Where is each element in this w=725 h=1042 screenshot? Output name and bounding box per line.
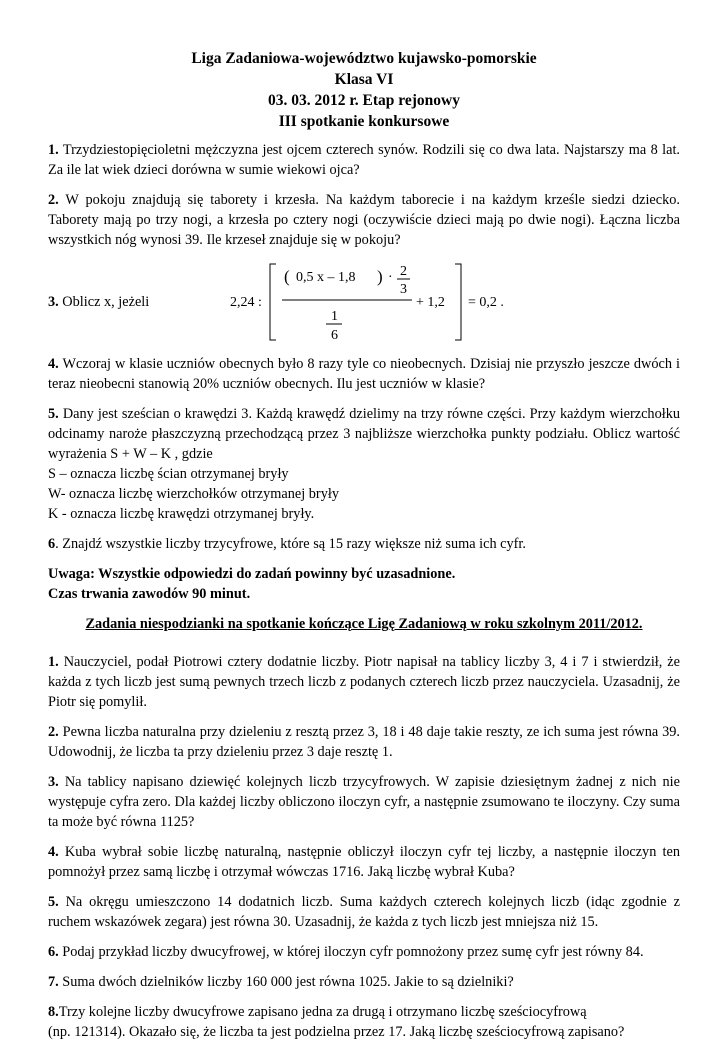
task-text: Pewna liczba naturalna przy dzieleniu z resztą przez 3, 18 i 48 daje takie reszty, ze ich suma jest równa 39. Udowodnij, że liczba ta przy dzieleniu przez 3 daje resztę 1. <box>48 724 680 760</box>
task-number: 3. <box>48 774 59 790</box>
task-text: Trzydziestopięcioletni mężczyzna jest ojcem czterech synów. Rodzili się co dwa lata. Najstarszy ma 8 lat. Za ile lat wiek dzieci dorówna w sumie wiekowi ojca? <box>48 142 680 178</box>
task-number: 1. <box>48 142 59 158</box>
open-paren: ( <box>284 267 290 286</box>
task-text: Podaj przykład liczby dwucyfrowej, w której iloczyn cyfr pomnożony przez sumę cyfr jest równy 84. <box>58 944 644 960</box>
task-3-lead <box>48 292 149 312</box>
task-text: Nauczyciel, podał Piotrowi cztery dodatnie liczby. Piotr napisał na tablicy liczby 3, 4 i 7 i stwierdził, że każda z tych liczb jest sumą pewnych trzech liczb z podanych czterech liczb przez nauczyciela. Uzasadnij, że Piotr się pomylił. <box>48 654 680 710</box>
task-text: W pokoju znajdują się taborety i krzesła. Na każdym taborecie i na każdym krześle siedzi dziecko. Taborety mają po trzy nogi, a krzesła po cztery nogi (oczywiście dzieci mają po dwie nogi). Łączna liczba wszystkich nóg wynosi 39. Ile krzeseł znajduje się w pokoju? <box>48 192 680 248</box>
task-5 <box>48 404 680 464</box>
close-paren: ) <box>377 267 383 286</box>
den-frac-top: 1 <box>331 309 338 324</box>
task-number: 6 <box>48 536 56 552</box>
task-5-s-line: S – oznacza liczbę ścian otrzymanej bryły <box>48 466 289 482</box>
bonus-task-6 <box>48 942 680 962</box>
task-2 <box>48 190 680 250</box>
section-title: Zadania niespodzianki na spotkanie kończące Ligę Zadaniową w roku szkolnym 2011/2012. <box>85 616 643 632</box>
warning-line-2: Czas trwania zawodów 90 minut. <box>48 586 251 602</box>
task-number: 5. <box>48 406 59 422</box>
task-3 <box>48 266 680 350</box>
task-text: Na tablicy napisano dziewięć kolejnych liczb trzycyfrowych. W zapisie dziesiętnym żadnej z nich nie występuje cyfra zero. Dla każdej liczby obliczono iloczyn cyfr, a następnie zsumowano te iloczyny. Czy suma ta może być równa 1125? <box>48 774 680 830</box>
left-bracket <box>270 264 276 340</box>
formula-rhs: = 0,2 . <box>468 295 504 310</box>
task-text: . Znajdź wszystkie liczby trzycyfrowe, które są 15 razy większe niż suma ich cyfr. <box>55 536 526 552</box>
task-text: Trzy kolejne liczby dwucyfrowe zapisano jedna za drugą i otrzymano liczbę sześciocyfrową <box>58 1004 587 1020</box>
meeting-label: III spotkanie konkursowe <box>278 113 450 130</box>
task-number: 7. <box>48 974 59 990</box>
task-number: 2. <box>48 192 59 208</box>
formula-svg <box>230 260 504 344</box>
small-frac-bottom: 3 <box>400 282 407 297</box>
bonus-task-2 <box>48 722 680 762</box>
den-frac-bottom: 6 <box>331 328 338 343</box>
date-stage: 03. 03. 2012 r. Etap rejonowy <box>267 92 461 109</box>
class-label: Klasa VI <box>334 71 394 88</box>
task-5-w-line: W- oznacza liczbę wierzchołków otrzymanej bryły <box>48 486 339 502</box>
multiply-dot: · <box>388 270 393 285</box>
document-header <box>48 48 680 132</box>
bonus-task-4 <box>48 842 680 882</box>
task-number: 2. <box>48 724 59 740</box>
task-number: 5. <box>48 894 59 910</box>
task-text: Dany jest sześcian o krawędzi 3. Każdą krawędź dzielimy na trzy równe części. Przy każdym wierzchołku odcinamy naroże płaszczyzną przechodzącą przez 3 najbliższe wierzchołka punkty podziału. Oblicz wartość wyrażenia S + W – K , gdzie <box>48 406 680 462</box>
task-text: Suma dwóch dzielników liczby 160 000 jest równa 1025. Jakie to są dzielniki? <box>58 974 514 990</box>
task-text: Na okręgu umieszczono 14 dodatnich liczb. Suma każdych czterech kolejnych liczb (idąc zgodnie z ruchem wskazówek zegara) jest równa 30. Uzasadnij, że każda z tych liczb jest mniejsza niż 15. <box>48 894 680 930</box>
task-number: 8. <box>48 1004 59 1020</box>
task-number: 4. <box>48 844 59 860</box>
bonus-task-8-line-2: (np. 121314). Okazało się, że liczba ta jest podzielna przez 17. Jaką liczbę sześciocyfrową zapisano? <box>48 1024 625 1040</box>
plus-term: + 1,2 <box>416 295 445 310</box>
bonus-task-7 <box>48 972 680 992</box>
task-text: Wczoraj w klasie uczniów obecnych było 8 razy tyle co nieobecnych. Dzisiaj nie przyszło jeszcze dwóch i teraz nieobecni stanowią 20% uczniów obecnych. Ilu jest uczniów w klasie? <box>48 356 680 392</box>
task-number: 3. <box>48 294 59 310</box>
task-6 <box>48 534 680 554</box>
bonus-task-8 <box>48 1002 680 1022</box>
task-text: Kuba wybrał sobie liczbę naturalną, następnie obliczył iloczyn cyfr tej liczby, a następnie iloczyn ten pomnożył przez samą liczbę i otrzymał wówczas 1716. Jaką liczbę wybrał Kuba? <box>48 844 680 880</box>
document-title: Liga Zadaniowa-województwo kujawsko-pomorskie <box>191 50 537 67</box>
math-formula <box>230 260 504 344</box>
task-1 <box>48 140 680 180</box>
warning-line-1: Uwaga: Wszystkie odpowiedzi do zadań powinny być uzasadnione. <box>48 566 456 582</box>
formula-left: 2,24 : <box>230 295 262 310</box>
task-4 <box>48 354 680 394</box>
task-number: 1. <box>48 654 59 670</box>
right-bracket <box>455 264 461 340</box>
task-number: 6. <box>48 944 59 960</box>
task-5-k-line: K - oznacza liczbę krawędzi otrzymanej bryły. <box>48 506 315 522</box>
document-page <box>48 0 680 1042</box>
inner-expression: 0,5 x – 1,8 <box>296 270 356 285</box>
bonus-task-3 <box>48 772 680 832</box>
bonus-task-1 <box>48 652 680 712</box>
bonus-task-5 <box>48 892 680 932</box>
task-number: 4. <box>48 356 59 372</box>
small-frac-top: 2 <box>400 264 407 279</box>
task-text: Oblicz x, jeżeli <box>58 294 150 310</box>
